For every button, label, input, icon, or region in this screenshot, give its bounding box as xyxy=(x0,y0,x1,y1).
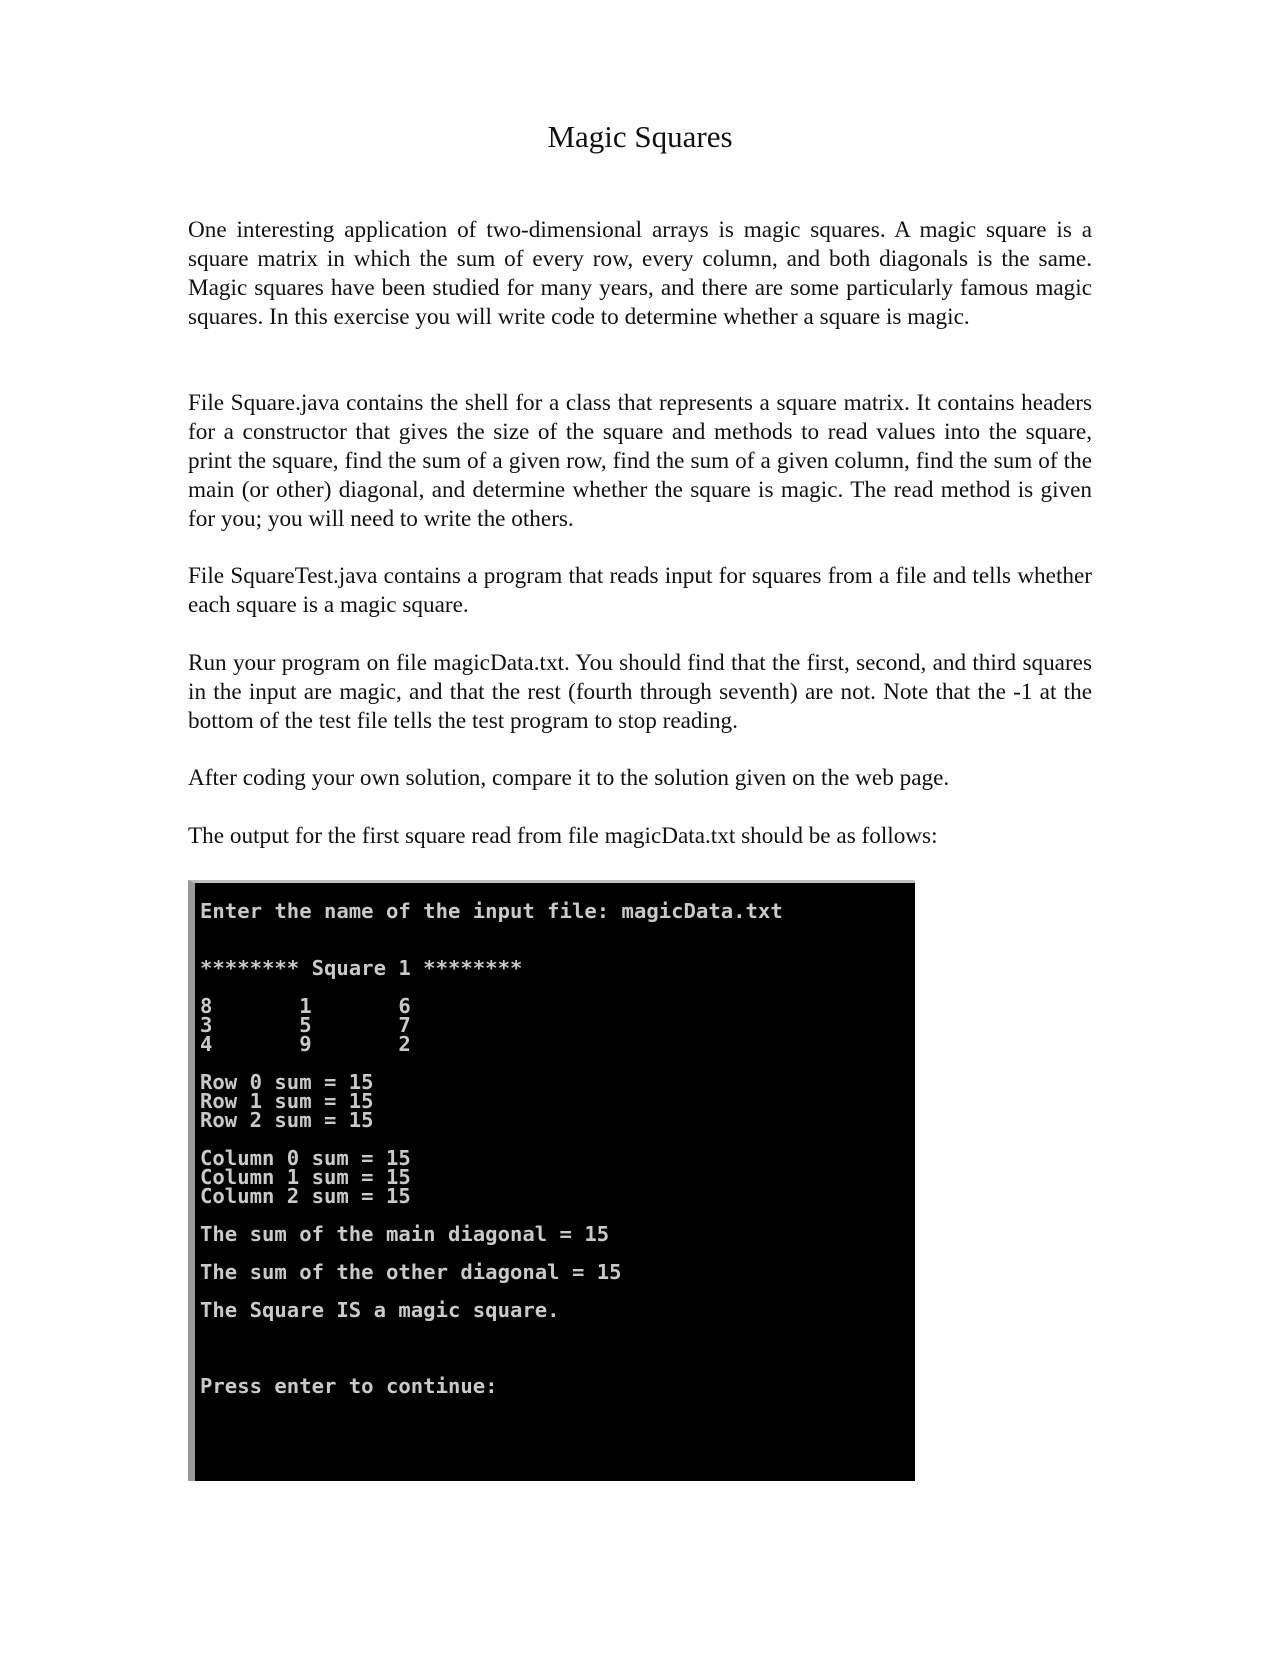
page-title: Magic Squares xyxy=(547,119,733,154)
console-output-text: Enter the name of the input file: magicData.txt ******** Square 1 ******** 8 1 6 3 5 7 4 9 2 Row 0 sum = 15 Row 1 sum = 15 Row 2 sum = 15 Column 0 sum = 15 Column 1 sum = 15 Column 2 sum = 15 The sum of the main diagonal = 15 The sum of the other diagonal = 15 The Square IS a magic square. Press enter to continue: xyxy=(200,899,783,1398)
paragraph-run-program: Run your program on file magicData.txt. You should find that the first, second, and third squares in the input are magic, and that the rest (fourth through seventh) are not. Note that the -1 at the bottom of the test file tells the test program to stop reading. xyxy=(188,650,1092,734)
console-output-screenshot xyxy=(188,880,915,1481)
paragraph-compare-solution: After coding your own solution, compare it to the solution given on the web page. xyxy=(188,765,950,791)
paragraph-squaretest-java: File SquareTest.java contains a program that reads input for squares from a file and tells whether each square is a magic square. xyxy=(188,563,1092,618)
paragraph-square-java: File Square.java contains the shell for a class that represents a square matrix. It contains headers for a constructor that gives the size of the square and methods to read values into the square, print the square, find the sum of a given row, find the sum of a given column, find the sum of the main (or other) diagonal, and determine whether the square is magic. The read method is given for you; you will need to write the others. xyxy=(188,390,1092,532)
paragraph-expected-output: The output for the first square read from file magicData.txt should be as follows: xyxy=(188,823,938,849)
paragraph-intro: One interesting application of two-dimensional arrays is magic squares. A magic square is a square matrix in which the sum of every row, every column, and both diagonals is the same. Magic squares have been studied for many years, and there are some particularly famous magic squares. In this exercise you will write code to determine whether a square is magic. xyxy=(188,217,1092,330)
